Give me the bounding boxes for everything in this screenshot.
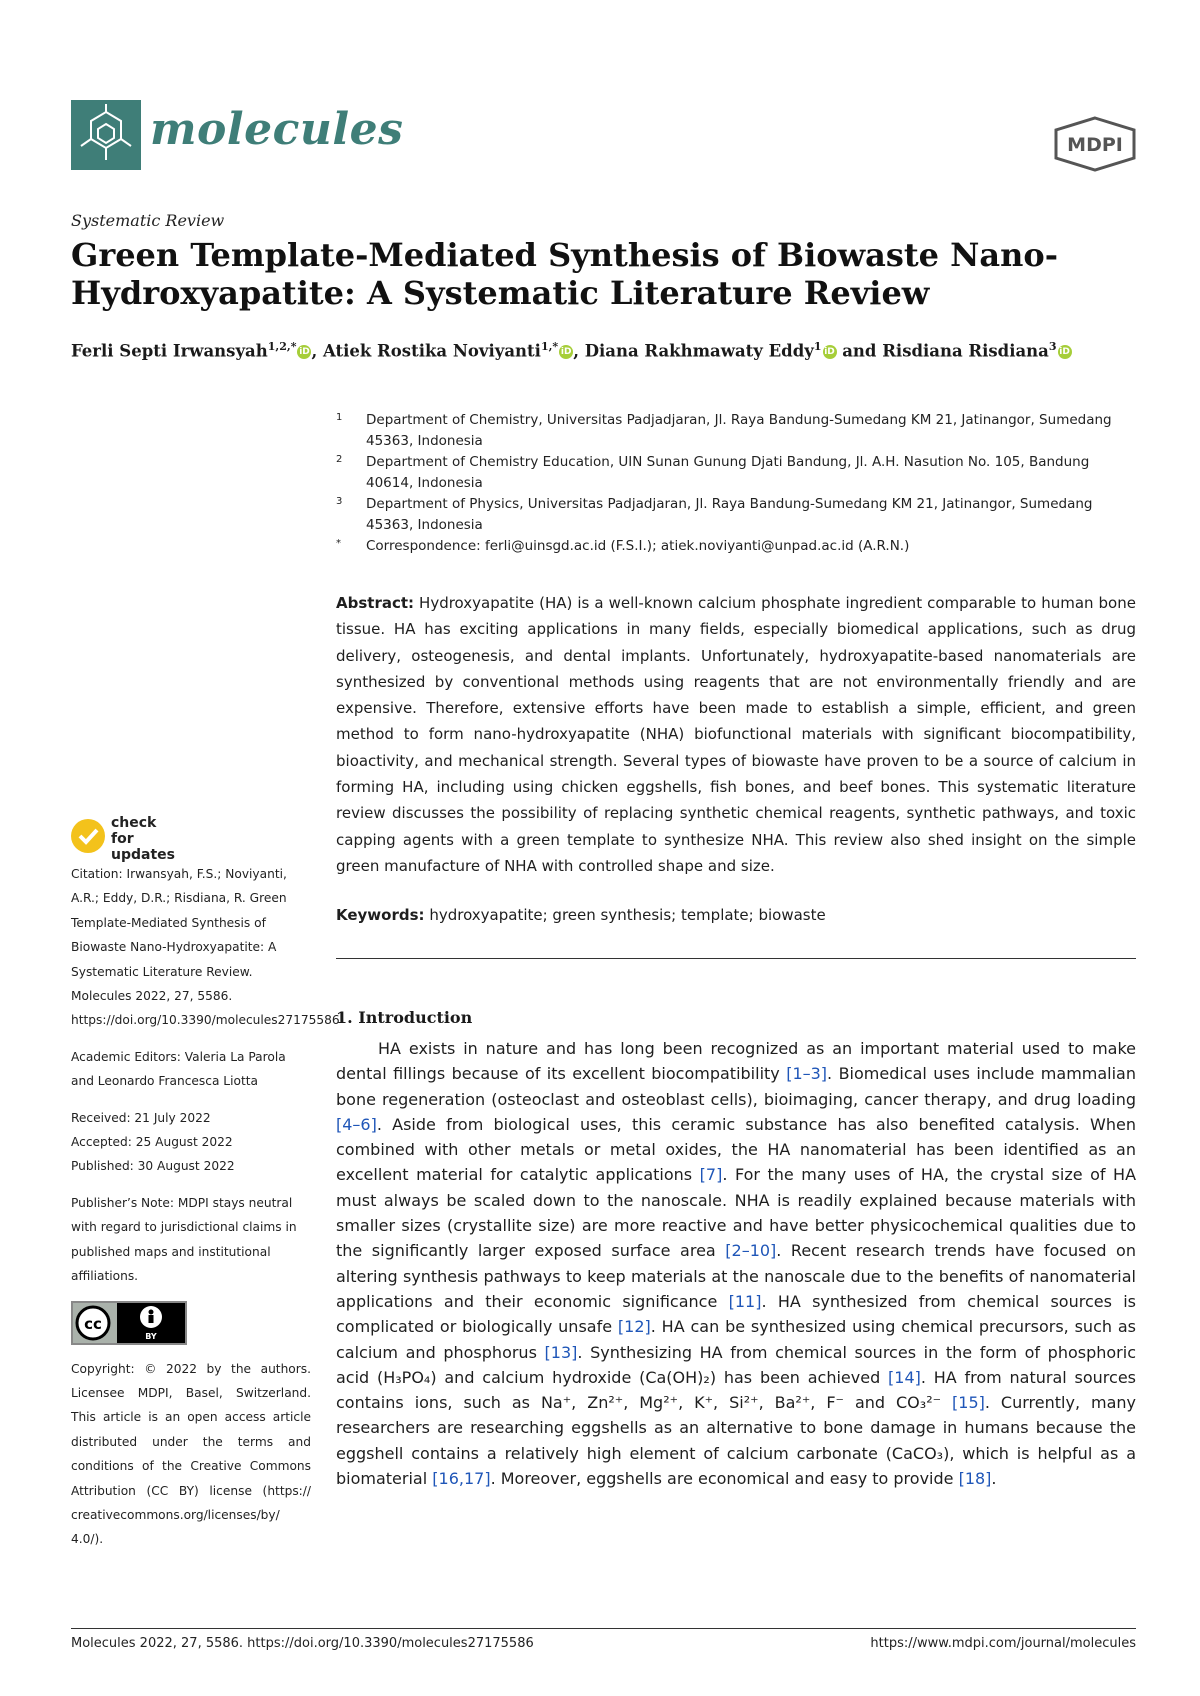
correspondence[interactable]: * Correspondence: ferli@uinsgd.ac.id (F.S.I.); atiek.noviyanti@unpad.ac.id (A.R.N.) xyxy=(336,538,910,554)
author-list: Ferli Septi Irwansyah$^{1,2,*}$ iD , Atiek Rostika Noviyanti$^{1,*}$ iD , Diana Rakhmawaty Eddy$^1$ iD and Risdiana Risdiana$^3$ iD xyxy=(71,340,1070,361)
author-affil-mark: 3 xyxy=(1048,340,1057,353)
academic-editors: Academic Editors: Valeria La Parola and Leonardo Francesca Liotta xyxy=(71,1049,286,1089)
orcid-icon[interactable]: iD xyxy=(560,347,572,357)
article-type: Systematic Review xyxy=(71,211,225,230)
keywords xyxy=(336,906,1136,924)
sidebar xyxy=(71,862,340,1564)
citation-block[interactable]: Citation: Irwansyah, F.S.; Noviyanti, A.R.; Eddy, D.R.; Risdiana, R. Green Template-Mediated Synthesis of Biowaste Nano-Hydroxyapatite: A Systematic Literature Review. Molecules 2022, 27, 5586. https://doi.org/10.3390/molecules27175586 xyxy=(71,867,340,1028)
citation-link[interactable]: [13] xyxy=(544,1342,578,1362)
check-for-updates-button[interactable] xyxy=(71,815,191,863)
orcid-icon[interactable]: iD xyxy=(299,347,310,357)
affiliation-item: 3 Department of Physics, Universitas Padjadjaran, Jl. Raya Bandung-Sumedang KM 21, Jatinangor, Sumedang 45363, Indonesia xyxy=(336,496,1093,533)
affiliation-list xyxy=(336,410,1126,557)
svg-text:MDPI: MDPI xyxy=(1067,134,1123,156)
citation-link[interactable]: [18] xyxy=(958,1469,992,1489)
cc-by-license-icon[interactable] xyxy=(71,1301,187,1345)
footer-divider xyxy=(71,1628,1136,1629)
abstract-text: Hydroxyapatite (HA) is a well-known calcium phosphate ingredient comparable to human bone tissue. HA has exciting applications in many fields, especially biomedical applications, such as drug delivery, osteogenesis, and dental implants. Unfortunately, hydroxyapatite-based nanomaterials are synthesized by conventional methods using reagents that are not environmentally friendly and are expensive. Therefore, extensive efforts have been made to establish a simple, efficient, and green method to form nano-hydroxyapatite (NHA) biofunctional materials with significant biocompatibility, bioactivity, and mechanical strength. Several types of biowaste have proven to be a source of calcium in forming HA, including using chicken eggshells, fish bones, and beef bones. This systematic literature review discusses the possibility of replacing synthetic chemical reagents, synthetic pathways, and toxic capping agents with a green template to synthesize NHA. This review also shed insight on the simple green manufacture of NHA with controlled shape and size. xyxy=(336,594,1136,875)
citation-link[interactable]: [7] xyxy=(699,1165,723,1185)
citation-link[interactable]: [16,17] xyxy=(432,1469,491,1489)
published-date: Published: 30 August 2022 xyxy=(71,1159,235,1174)
author-affil-mark: 1 xyxy=(813,340,822,353)
accepted-date: Accepted: 25 August 2022 xyxy=(71,1135,233,1150)
check-icon xyxy=(71,819,105,853)
author-name[interactable]: Ferli Septi Irwansyah xyxy=(71,341,268,361)
citation-link[interactable]: [1–3] xyxy=(786,1064,828,1084)
divider xyxy=(336,958,1136,959)
author-name[interactable]: Atiek Rostika Noviyanti xyxy=(322,341,541,361)
author-name[interactable]: Diana Rakhmawaty Eddy xyxy=(584,341,814,361)
svg-text:cc: cc xyxy=(84,1314,102,1333)
keywords-text: hydroxyapatite; green synthesis; template; biowaste xyxy=(429,906,826,924)
publisher-note: Publisher’s Note: MDPI stays neutral with regard to jurisdictional claims in published maps and institutional affiliations. xyxy=(71,1195,297,1284)
abstract xyxy=(336,590,1136,879)
keywords-label: Keywords: xyxy=(336,906,425,924)
abstract-label: Abstract: xyxy=(336,594,415,612)
check-updates-label: check for updates xyxy=(111,815,175,863)
section-heading: 1. Introduction xyxy=(336,1008,473,1027)
author-affil-mark: 1,2,* xyxy=(267,340,297,353)
received-date: Received: 21 July 2022 xyxy=(71,1110,211,1125)
copyright-notice: Copyright: © 2022 by the authors. Licensee MDPI, Basel, Switzerland. This article is an open access article distributed under the terms and conditions of the Creative Commons Attribution (CC BY) license (https:// creativecommons.org/licenses/by/ 4.0/). xyxy=(71,1361,311,1547)
article-title: Green Template-Mediated Synthesis of Biowaste Nano-Hydroxyapatite: A Systematic Literature Review xyxy=(71,236,1059,312)
author-name[interactable]: Risdiana Risdiana xyxy=(882,341,1049,361)
orcid-icon[interactable]: iD xyxy=(824,347,835,357)
citation-link[interactable]: [12] xyxy=(617,1317,651,1337)
citation-link[interactable]: [2–10] xyxy=(725,1241,777,1261)
footer-journal-link[interactable]: https://www.mdpi.com/journal/molecules xyxy=(870,1636,1136,1651)
footer-citation[interactable]: Molecules 2022, 27, 5586. https://doi.org/10.3390/molecules27175586 xyxy=(71,1636,534,1651)
journal-logo-icon xyxy=(71,100,141,170)
intro-paragraph: HA exists in nature and has long been recognized as an important material used to make dental fillings because of its excellent biocompatibility [1–3]. Biomedical uses include mammalian bone regeneration (osteoclast and osteoblast cells), bioimaging, cancer therapy, and drug loading [4–6]. Aside from biological uses, this ceramic substance has also benefited catalysis. When combined with other metals or metal oxides, the HA nanomaterial has been identified as an excellent material for catalytic applications [7]. For the many uses of HA, the crystal size of HA must always be scaled down to the nanoscale. NHA is readily explained because materials with smaller sizes (crystallite size) are more reactive and have better physicochemical qualities due to the significantly larger exposed surface area [2–10]. Recent research trends have focused on altering synthesis pathways to keep materials at the nanoscale due to the benefits of nanomaterial applications and their economic significance [11]. HA synthesized from chemical sources is complicated or biologically unsafe [12]. HA can be synthesized using chemical precursors, such as calcium and phosphorus [13]. Synthesizing HA from chemical sources in the form of phosphoric acid (H₃PO₄) and calcium hydroxide (Ca(OH)₂) has been achieved [14]. HA from natural sources contains ions, such as Na⁺, Zn²⁺, Mg²⁺, K⁺, Si²⁺, Ba²⁺, F⁻ and CO₃²⁻ [15]. Currently, many researchers are researching eggshells as an alternative to bone damage in humans because the eggshell contains a relatively high element of calcium carbonate (CaCO₃), which is helpful as a biomaterial [16,17]. Moreover, eggshells are economical and easy to provide [18]. xyxy=(336,1039,1137,1489)
citation-link[interactable]: [14] xyxy=(888,1367,921,1387)
citation-link[interactable]: [11] xyxy=(728,1291,762,1311)
journal-name: molecules xyxy=(150,104,404,155)
affiliation-item: 1 Department of Chemistry, Universitas Padjadjaran, Jl. Raya Bandung-Sumedang KM 21, Jatinangor, Sumedang 45363, Indonesia xyxy=(336,412,1112,449)
orcid-icon[interactable]: iD xyxy=(1059,347,1070,357)
author-affil-mark: 1,* xyxy=(540,340,559,353)
mdpi-logo-icon xyxy=(1052,116,1138,172)
citation-link[interactable]: [4–6] xyxy=(336,1114,377,1134)
affiliation-item: 2 Department of Chemistry Education, UIN Sunan Gunung Djati Bandung, Jl. A.H. Nasution No. 105, Bandung 40614, Indonesia xyxy=(336,454,1090,491)
citation-link[interactable]: [15] xyxy=(952,1393,985,1413)
svg-text:BY: BY xyxy=(145,1331,157,1341)
